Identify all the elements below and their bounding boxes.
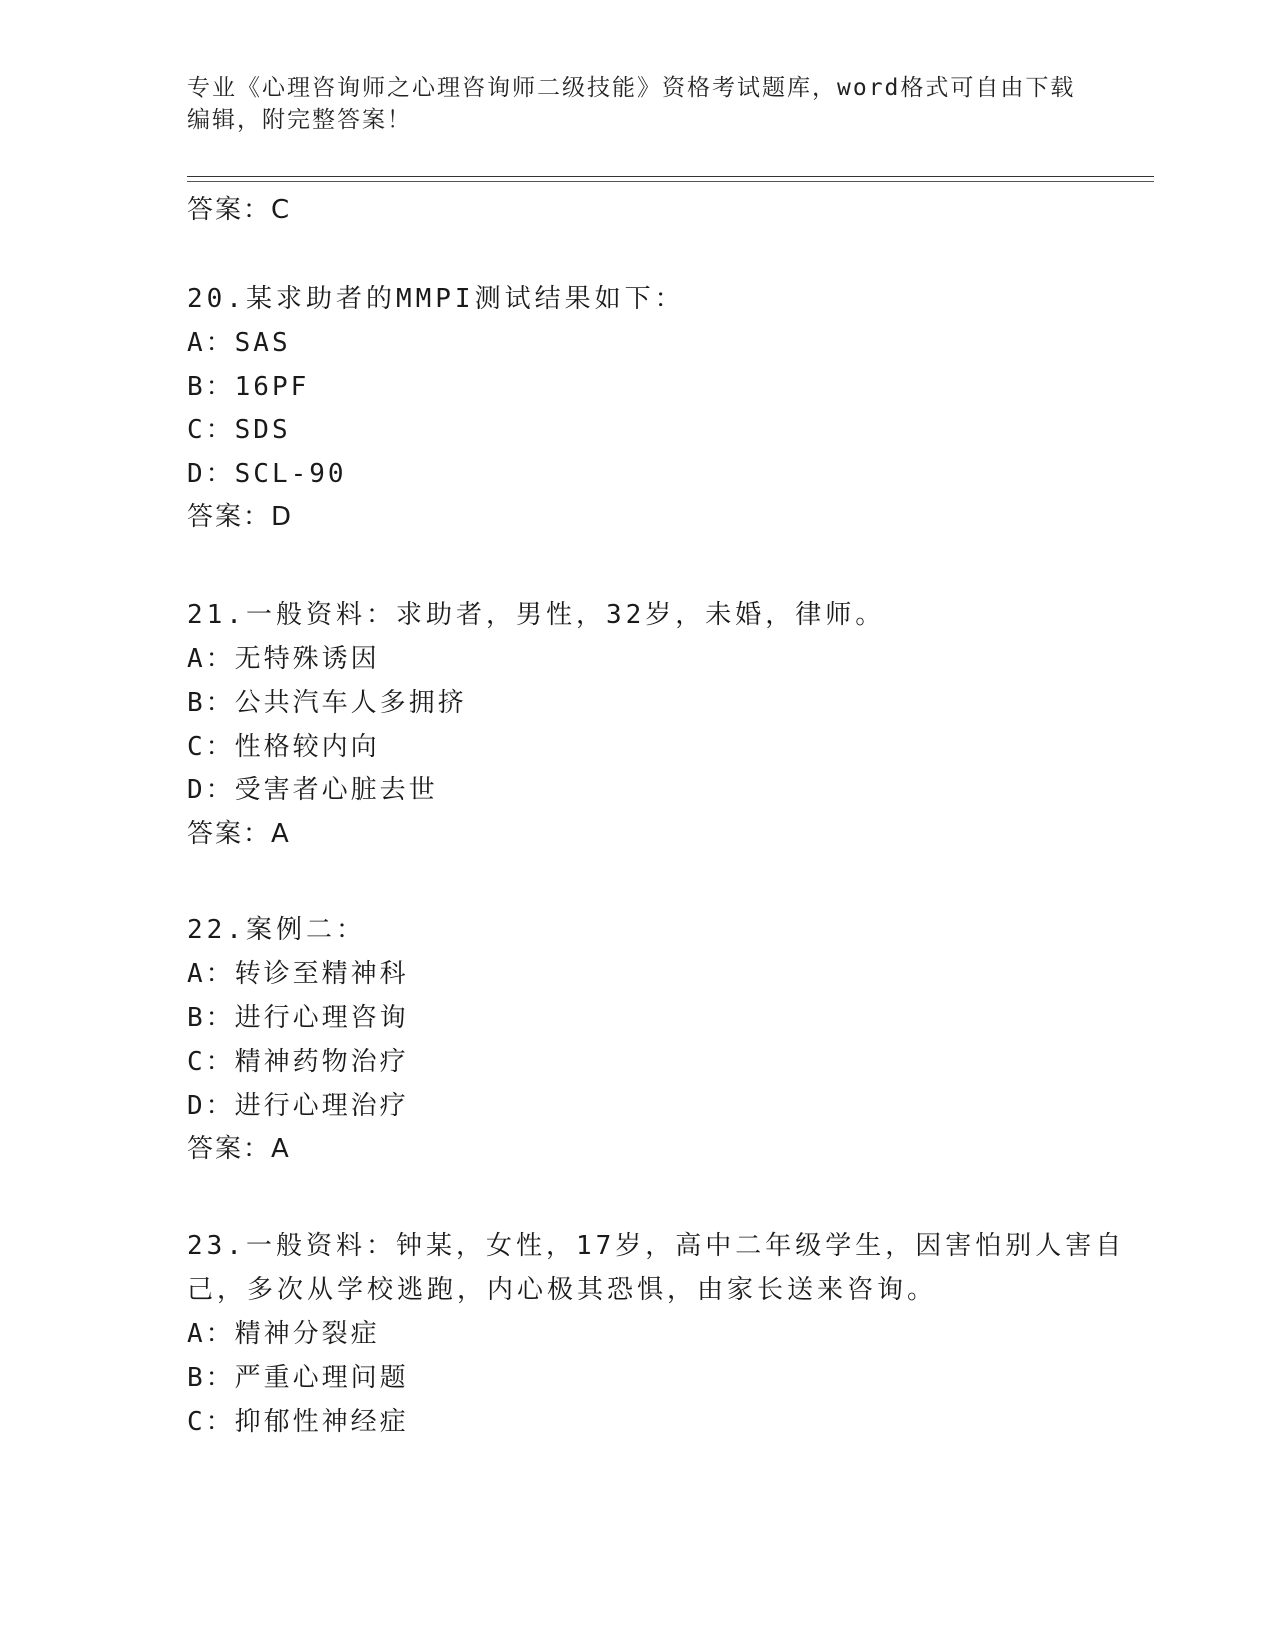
question-20: 20.某求助者的MMPI测试结果如下： xyxy=(187,284,685,314)
question-23-line-2: 己，多次从学校逃跑，内心极其恐惧，由家长送来咨询。 xyxy=(187,1275,938,1305)
q22-option-d: D：进行心理治疗 xyxy=(187,1091,409,1121)
q21-option-b: B：公共汽车人多拥挤 xyxy=(187,688,467,718)
question-21: 21.一般资料：求助者，男性，32岁，未婚，律师。 xyxy=(187,600,886,630)
q22-option-a: A：转诊至精神科 xyxy=(187,959,409,989)
q20-option-a: A：SAS xyxy=(187,328,291,358)
header-divider xyxy=(187,176,1154,177)
q22-option-b: B：进行心理咨询 xyxy=(187,1003,409,1033)
q21-option-a: A：无特殊诱因 xyxy=(187,644,380,674)
q21-option-c: C：性格较内向 xyxy=(187,732,380,762)
q22-answer: 答案：A xyxy=(187,1134,291,1164)
q20-option-b: B：16PF xyxy=(187,372,310,402)
q23-option-b: B：严重心理问题 xyxy=(187,1363,409,1393)
q21-answer: 答案：A xyxy=(187,819,291,849)
question-23-line-1: 23.一般资料：钟某，女性，17岁，高中二年级学生，因害怕别人害自 xyxy=(187,1231,1126,1261)
question-22: 22.案例二： xyxy=(187,915,366,945)
answer-previous: 答案：C xyxy=(187,195,292,225)
q20-option-c: C：SDS xyxy=(187,415,291,445)
page-header xyxy=(187,72,1087,136)
q23-option-c: C：抑郁性神经症 xyxy=(187,1407,409,1437)
q20-option-d: D：SCL-90 xyxy=(187,459,347,489)
q22-option-c: C：精神药物治疗 xyxy=(187,1047,409,1077)
header-divider-thin xyxy=(187,181,1154,182)
header-line-1: 专业《心理咨询师之心理咨询师二级技能》资格考试题库，word格式可自由下载 xyxy=(187,75,1076,101)
q23-option-a: A：精神分裂症 xyxy=(187,1319,380,1349)
q21-option-d: D：受害者心脏去世 xyxy=(187,775,438,805)
header-line-2: 编辑，附完整答案！ xyxy=(187,107,412,133)
q20-answer: 答案：D xyxy=(187,502,294,532)
